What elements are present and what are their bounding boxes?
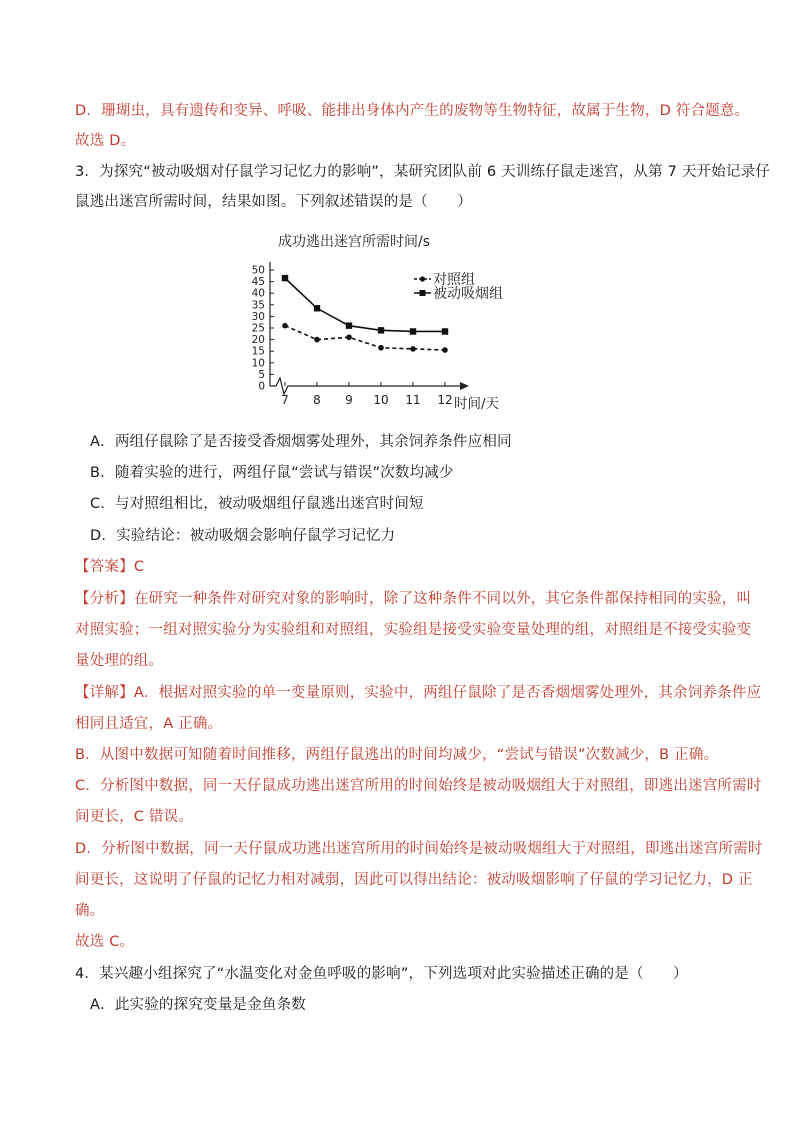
y-tick-labels (252, 265, 274, 393)
detail-line2: 相同且适宜，A 正确。 (75, 716, 223, 732)
question-4-option-a: A．此实验的探究变量是金鱼条数 (90, 997, 306, 1013)
control-data-point (442, 347, 448, 353)
smoking-data-point (378, 327, 384, 333)
detail-line7: 间更长，这说明了仔鼠的记忆力相对减弱，因此可以得出结论：被动吸烟影响了仔鼠的学习记忆力，D 正 (75, 872, 753, 888)
detail-line1 (75, 683, 761, 703)
smoking-data-point (346, 322, 352, 328)
smoking-series-line (285, 278, 445, 331)
chart-legend (414, 272, 503, 302)
x-tick-label: 10 (373, 393, 389, 407)
detail-conclusion: 故选 C。 (75, 934, 135, 950)
legend-marker (420, 276, 425, 281)
y-tick-label: 20 (251, 334, 265, 347)
y-tick-label: 10 (251, 357, 265, 370)
question-3-stem-line1: 3．为探究“被动吸烟对仔鼠学习记忆力的影响”，某研究团队前 6 天训练仔鼠走迷宫，从第 7 天开始记录仔 (75, 164, 771, 180)
question-4-stem: 4．某兴趣小组探究了“水温变化对金鱼呼吸的影响”，下列选项对此实验描述正确的是（ ） (75, 966, 688, 982)
y-tick-label: 45 (251, 276, 265, 289)
legend-marker (420, 290, 426, 296)
detail-line4: C．分析图中数据，同一天仔鼠成功逃出迷宫所用的时间始终是被动吸烟组大于对照组，即逃出迷宫所需时 (75, 778, 762, 794)
detail-line6: D．分析图中数据，同一天仔鼠成功逃出迷宫所用的时间始终是被动吸烟组大于对照组，即逃出迷宫所需时 (75, 841, 763, 857)
prev-answer-conclusion: 故选 D。 (75, 133, 136, 149)
detail-line3: B．从图中数据可知随着时间推移，两组仔鼠逃出的时间均减少，“尝试与错误”次数减少，B 正确。 (75, 747, 719, 763)
control-data-point (378, 345, 384, 351)
option-d: D．实验结论：被动吸烟会影响仔鼠学习记忆力 (90, 528, 396, 544)
question-3-stem-line2: 鼠逃出迷宫所需时间，结果如图。下列叙述错误的是（ ） (75, 194, 472, 210)
control-data-point (410, 346, 416, 352)
analysis-line3: 量处理的组。 (75, 653, 164, 669)
option-c: C．与对照组相比，被动吸烟组仔鼠逃出迷宫时间短 (90, 496, 424, 512)
option-b: B．随着实验的进行，两组仔鼠“尝试与错误”次数均减少 (90, 465, 454, 481)
y-tick-label: 40 (251, 287, 265, 300)
x-axis-label: 时间/天 (454, 396, 500, 412)
option-d-explanation: D．珊瑚虫，具有遗传和变异、呼吸、能排出身体内产生的废物等生物特征，故属于生物，D 符合题意。 (75, 103, 750, 119)
chart-title: 成功逃出迷宫所需时间/s (278, 234, 431, 250)
x-tick-label: 12 (437, 393, 453, 407)
analysis-line2: 对照实验；一组对照实验分为实验组和对照组，实验组是接受实验变量处理的组，对照组是不接受实验变 (75, 622, 752, 638)
detail-tag: 【详解】 (75, 685, 134, 701)
legend-label: 对照组 (433, 272, 475, 288)
detail-line8: 确。 (75, 903, 105, 919)
y-tick-label: 0 (258, 380, 265, 393)
smoking-data-point (314, 305, 320, 311)
answer-value: C (133, 559, 145, 575)
control-data-point (282, 323, 288, 329)
y-tick-label: 25 (251, 322, 265, 335)
control-data-point (314, 337, 320, 343)
option-a: A．两组仔鼠除了是否接受香烟烟雾处理外，其余饲养条件应相同 (90, 434, 512, 450)
x-tick-label: 8 (313, 393, 321, 407)
analysis-tag: 【分析】 (75, 591, 134, 607)
x-tick-label: 7 (281, 393, 289, 407)
answer-tag: 【答案】 (75, 559, 134, 575)
smoking-data-point (410, 328, 416, 334)
control-series-line (285, 326, 445, 350)
y-tick-label: 50 (251, 264, 265, 277)
line-chart (0, 0, 794, 420)
smoking-data-point (442, 328, 448, 334)
analysis-text-1: 在研究一种条件对研究对象的影响时，除了这种条件不同以外，其它条件都保持相同的实验，叫 (133, 591, 752, 607)
x-tick-label: 9 (345, 393, 353, 407)
y-tick-label: 30 (251, 310, 265, 323)
legend-label: 被动吸烟组 (433, 286, 503, 302)
chart-series (282, 275, 448, 353)
analysis-line1 (75, 589, 751, 609)
detail-line5: 间更长，C 错误。 (75, 809, 194, 825)
smoking-data-point (282, 275, 288, 281)
x-tick-label: 11 (405, 393, 421, 407)
control-data-point (346, 334, 352, 340)
answer-line (75, 557, 144, 577)
y-tick-label: 5 (258, 368, 265, 381)
x-axis-arrow (460, 382, 469, 390)
x-axis-line (270, 378, 460, 394)
detail-text-1: A．根据对照实验的单一变量原则，实验中，两组仔鼠除了是否香烟烟雾处理外，其余饲养条件应 (133, 685, 762, 701)
y-tick-label: 35 (251, 299, 265, 312)
y-tick-label: 15 (251, 345, 265, 358)
